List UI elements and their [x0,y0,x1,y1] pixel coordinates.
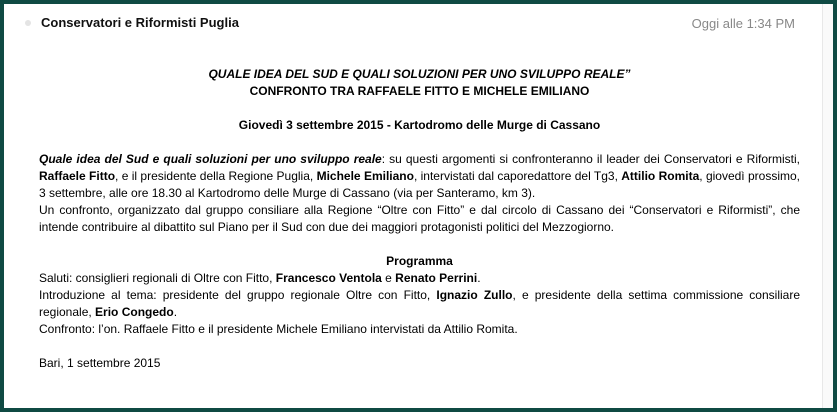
event-line [39,117,800,134]
saluti-text-2: e [381,271,396,285]
name-renato-perrini: Renato Perrini [395,271,478,285]
saluti-text-1: Saluti: consiglieri regionali di Oltre con Fitto, [39,271,276,285]
intro-topic: Quale idea del Sud e quali soluzioni per uno sviluppo reale [39,152,382,166]
name-erio-congedo: Erio Congedo [95,305,174,319]
saluti-line [39,270,800,287]
headline-1: QUALE IDEA DEL SUD E QUALI SOLUZIONI PER UNO SVILUPPO REALE” [208,67,631,81]
name-raffaele-fitto: Raffaele Fitto [39,169,116,183]
message-body [39,66,800,372]
confronto-line: Confronto: l’on. Raffaele Fitto e il presidente Michele Emiliano intervistati da Attilio Romita. [39,322,518,336]
introduzione-text-3: . [173,305,178,319]
event-line-text: Giovedì 3 settembre 2015 - Kartodromo delle Murge di Cassano [238,118,601,132]
name-attilio-romita: Attilio Romita [621,169,700,183]
message-timestamp: Oggi alle 1:34 PM [691,16,795,31]
programma-heading [39,253,800,270]
intro-text-1: : su questi argomenti si confronteranno il leader dei Conservatori e Riformisti, [381,152,800,166]
headline-2-text: CONFRONTO TRA RAFFAELE FITTO E MICHELE EMILIANO [249,84,590,98]
name-francesco-ventola: Francesco Ventola [275,271,382,285]
headline-2 [39,83,800,100]
signoff-line: Bari, 1 settembre 2015 [39,356,161,370]
intro-text-3: , intervistati dal caporedattore del Tg3, [413,169,622,183]
saluti-text-3: . [477,271,481,285]
intro-paragraph [39,151,800,202]
scrollbar[interactable] [822,4,833,408]
intro-text-2: , e il presidente della Regione Puglia, [115,169,317,183]
unread-indicator-icon[interactable] [25,20,31,26]
name-ignazio-zullo: Ignazio Zullo [436,288,513,302]
name-michele-emiliano: Michele Emiliano [316,169,414,183]
introduzione-text-2: , e presidente della settima commissione consiliare regionale, [39,288,800,319]
intro-text-4: , giovedì prossimo, 3 settembre, alle ore 18.30 al Kartodromo delle Murge di Cassano (via per Santeramo, km 3). [39,169,800,200]
introduzione-line [39,287,800,321]
sender-name[interactable]: Conservatori e Riformisti Puglia [41,15,239,30]
message-header [4,4,833,42]
email-message-window [4,4,833,408]
programma-heading-text: Programma [386,254,453,268]
introduzione-text-1: Introduzione al tema: presidente del gruppo regionale Oltre con Fitto, [39,288,437,302]
description-paragraph: Un confronto, organizzato dal gruppo consiliare alla Regione “Oltre con Fitto” e dal circolo di Cassano dei “Conservatori e Riformisti”, che intende contribuire al dibattito sul Piano per il Sud con due dei maggiori protagonisti politici del Mezzogiorno. [39,203,800,234]
